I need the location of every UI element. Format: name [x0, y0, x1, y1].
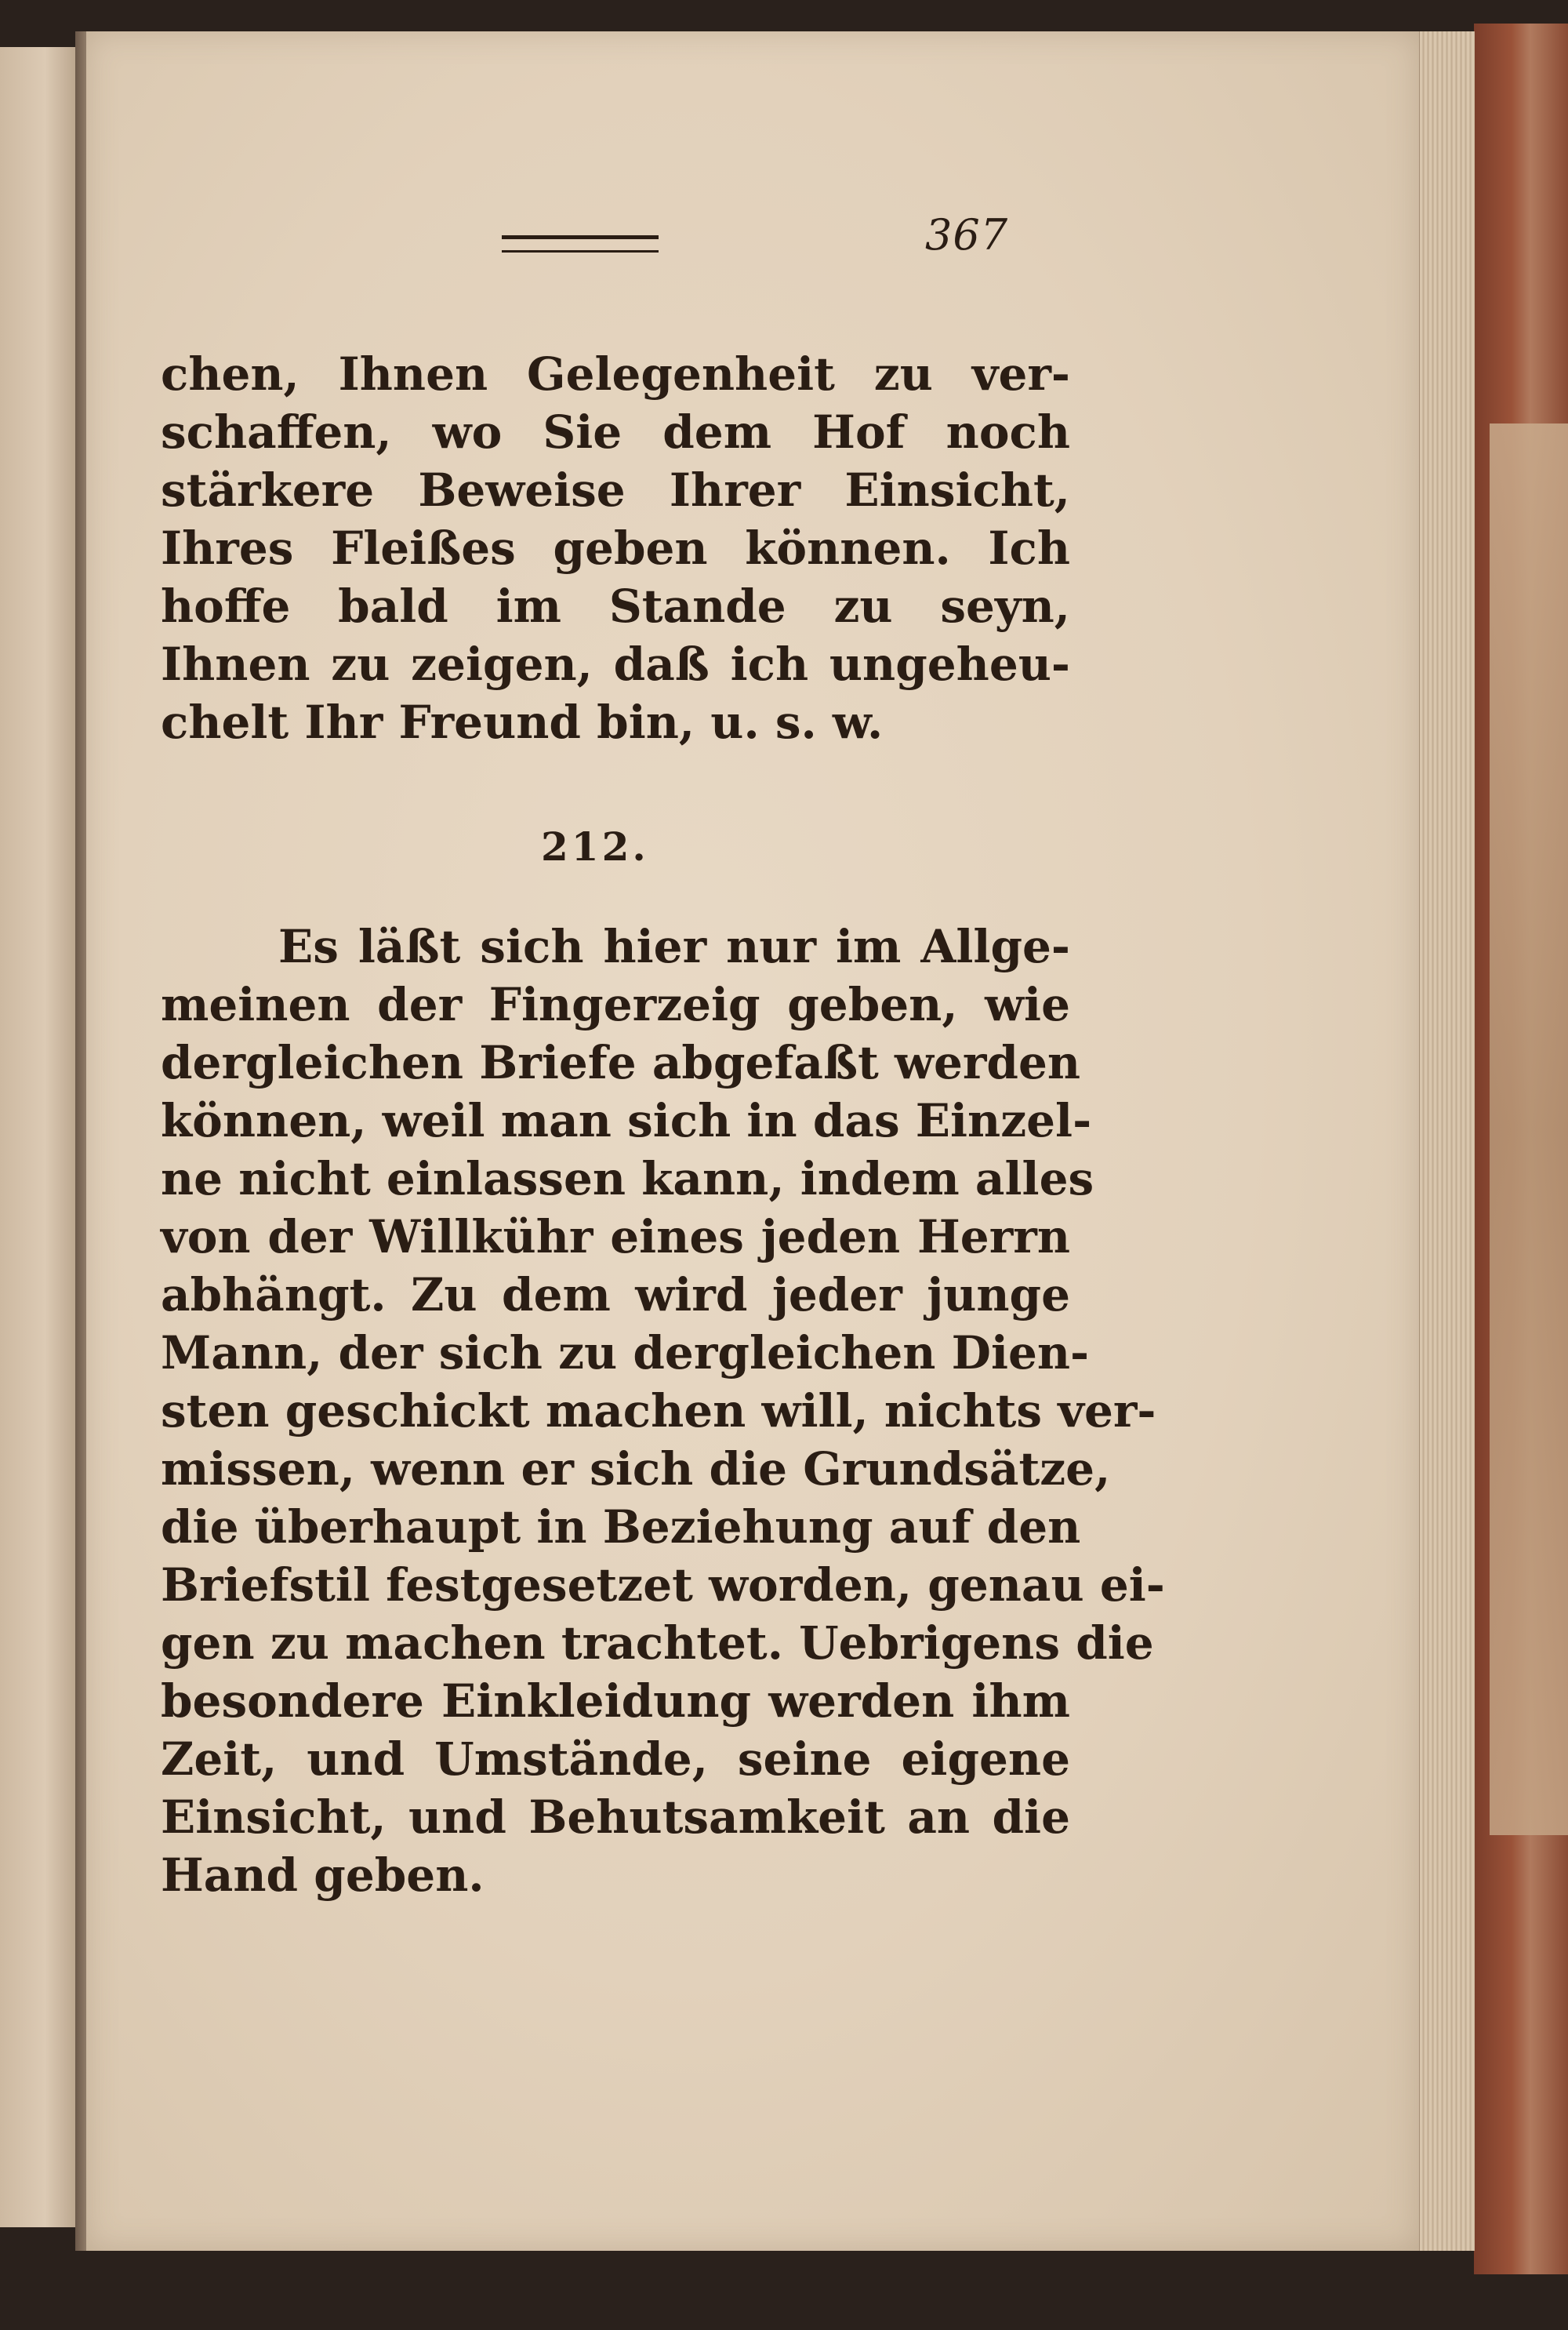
text-line: besondere Einkleidung werden ihm [161, 1674, 1070, 1728]
text-line: Ihres Fleißes geben können. Ich [161, 522, 1070, 575]
text-line: sten geschickt machen will, nichts ver- [161, 1384, 1156, 1438]
text-line: die überhaupt in Beziehung auf den [161, 1500, 1081, 1554]
text-line: Ihnen zu zeigen, daß ich ungeheu- [161, 638, 1070, 691]
text-line: Zeit, und Umstände, seine eigene [161, 1732, 1070, 1786]
paragraph-continuation [161, 345, 1070, 751]
header-rule [502, 235, 659, 253]
text-line: Briefstil festgesetzet worden, genau ei- [161, 1558, 1165, 1612]
text-line: stärkere Beweise Ihrer Einsicht, [161, 463, 1070, 517]
text-line: hoffe bald im Stande zu seyn, [161, 580, 1070, 633]
text-line: chelt Ihr Freund bin, u. s. w. [161, 696, 884, 749]
text-line: ne nicht einlassen kann, indem alles [161, 1152, 1094, 1205]
text-line: abhängt. Zu dem wird jeder junge [161, 1268, 1070, 1321]
text-line: schaffen, wo Sie dem Hof noch [161, 405, 1070, 459]
text-line: Hand geben. [161, 1848, 485, 1902]
paragraph-section-212 [161, 918, 1165, 1904]
text-line: Mann, der sich zu dergleichen Dien- [161, 1326, 1090, 1379]
text-line: Einsicht, und Behutsamkeit an die [161, 1790, 1070, 1844]
page-number: 367 [925, 210, 1009, 260]
text-line: können, weil man sich in das Einzel- [161, 1094, 1092, 1147]
text-line: gen zu machen trachtet. Uebrigens die [161, 1616, 1154, 1670]
text-line: meinen der Fingerzeig geben, wie [161, 978, 1070, 1031]
text-line: missen, wenn er sich die Grundsätze, [161, 1442, 1111, 1496]
text-line: chen, Ihnen Gelegenheit zu ver- [161, 347, 1070, 401]
text-line: dergleichen Briefe abgefaßt werden [161, 1036, 1081, 1089]
text-line: von der Willkühr eines jeden Herrn [161, 1210, 1070, 1263]
text-line: Es läßt sich hier nur im Allge- [278, 920, 1070, 973]
section-number: 212. [541, 823, 649, 870]
